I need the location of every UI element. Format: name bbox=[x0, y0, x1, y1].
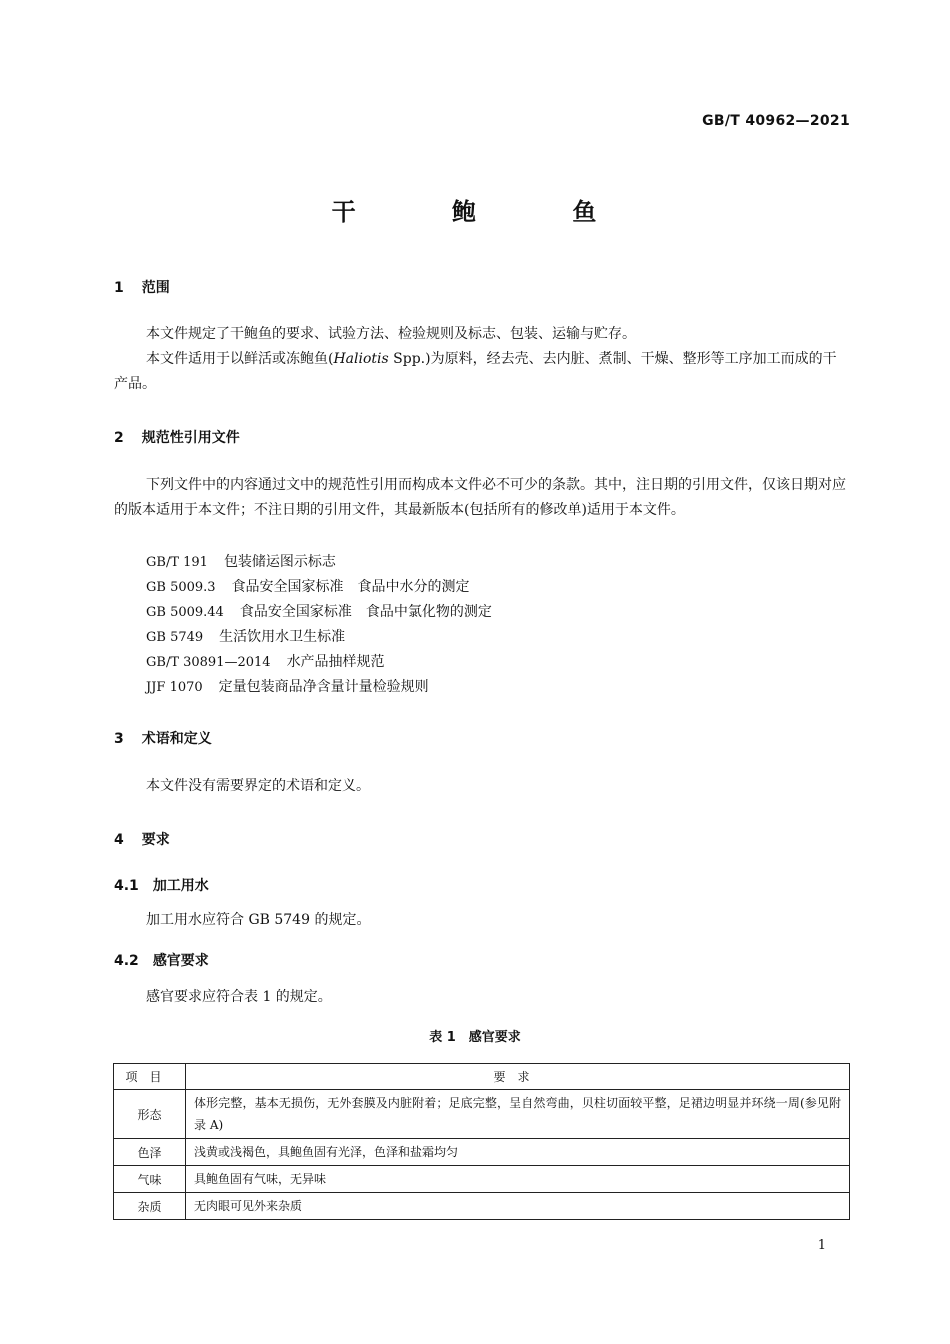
column-header-item: 项目 bbox=[114, 1064, 186, 1090]
reference-item bbox=[146, 551, 336, 571]
section-title: 加工用水 bbox=[152, 878, 209, 894]
page-number: 1 bbox=[817, 1238, 826, 1253]
table-row bbox=[114, 1090, 850, 1139]
section-4-2-heading bbox=[114, 950, 209, 970]
row-requirement: 体形完整，基本无损伤，无外套膜及内脏附着；足底完整，呈自然弯曲，贝柱切面较平整，足裙边明显并环绕一周(参见附录 A) bbox=[186, 1090, 850, 1139]
table-row bbox=[114, 1139, 850, 1166]
section-number: 4.1 bbox=[114, 878, 139, 894]
scope-paragraph-1: 本文件规定了干鲍鱼的要求、试验方法、检验规则及标志、包装、运输与贮存。 bbox=[146, 326, 636, 342]
reference-code: GB/T 30891—2014 bbox=[146, 655, 271, 670]
section-title: 要求 bbox=[141, 832, 170, 848]
processing-water-paragraph: 加工用水应符合 GB 5749 的规定。 bbox=[146, 912, 371, 928]
reference-code: GB 5009.3 bbox=[146, 580, 216, 595]
section-number: 4 bbox=[114, 832, 124, 848]
scope-text-pre: 本文件适用于以鲜活或冻鲍鱼( bbox=[146, 351, 334, 367]
table-row bbox=[114, 1166, 850, 1193]
column-header-requirement: 要求 bbox=[186, 1064, 850, 1090]
row-item: 色泽 bbox=[114, 1139, 186, 1166]
normative-references-intro: 下列文件中的内容通过文中的规范性引用而构成本文件必不可少的条款。其中，注日期的引用文件，仅该日期对应的版本适用于本文件；不注日期的引用文件，其最新版本(包括所有的修改单)适用于本文件。 bbox=[114, 477, 846, 518]
reference-name: 包装储运图示标志 bbox=[223, 554, 336, 570]
section-4-heading bbox=[114, 829, 170, 849]
section-number: 1 bbox=[114, 280, 124, 296]
row-requirement: 浅黄或浅褐色，具鲍鱼固有光泽，色泽和盐霜均匀 bbox=[186, 1139, 850, 1166]
latin-genus-name: Haliotis bbox=[333, 351, 389, 367]
reference-code: GB 5749 bbox=[146, 630, 204, 645]
scope-paragraph-2 bbox=[114, 347, 850, 397]
reference-name: 食品安全国家标准 食品中氯化物的测定 bbox=[239, 604, 492, 620]
section-title: 规范性引用文件 bbox=[141, 430, 240, 446]
section-number: 2 bbox=[114, 430, 124, 446]
row-item: 杂质 bbox=[114, 1193, 186, 1220]
reference-name: 定量包装商品净含量计量检验规则 bbox=[218, 679, 429, 695]
reference-item bbox=[146, 576, 470, 596]
sensory-requirements-table bbox=[113, 1063, 850, 1220]
reference-item bbox=[146, 676, 429, 696]
section-1-heading bbox=[114, 277, 170, 297]
row-requirement: 具鲍鱼固有气味，无异味 bbox=[186, 1166, 850, 1193]
reference-name: 食品安全国家标准 食品中水分的测定 bbox=[231, 579, 470, 595]
scope-text-post: Spp.)为原料，经去壳、去内脏、煮制、干燥、整形等工序加工而成的干产品。 bbox=[114, 351, 837, 392]
row-item: 气味 bbox=[114, 1166, 186, 1193]
terms-paragraph: 本文件没有需要界定的术语和定义。 bbox=[146, 778, 370, 794]
section-title: 范围 bbox=[141, 280, 170, 296]
section-4-1-heading bbox=[114, 875, 209, 895]
reference-code: GB/T 191 bbox=[146, 555, 208, 570]
table-row bbox=[114, 1193, 850, 1220]
section-title: 感官要求 bbox=[152, 953, 209, 969]
sensory-paragraph: 感官要求应符合表 1 的规定。 bbox=[146, 989, 332, 1005]
section-number: 3 bbox=[114, 731, 124, 747]
reference-code: JJF 1070 bbox=[146, 680, 203, 695]
section-title: 术语和定义 bbox=[141, 731, 212, 747]
reference-code: GB 5009.44 bbox=[146, 605, 224, 620]
table-header-row bbox=[114, 1064, 850, 1090]
reference-item bbox=[146, 601, 492, 621]
section-2-heading bbox=[114, 427, 240, 447]
row-item: 形态 bbox=[114, 1090, 186, 1139]
reference-item bbox=[146, 626, 345, 646]
standard-number: GB/T 40962—2021 bbox=[702, 113, 850, 129]
reference-name: 生活饮用水卫生标准 bbox=[219, 629, 346, 645]
row-requirement: 无肉眼可见外来杂质 bbox=[186, 1193, 850, 1220]
section-number: 4.2 bbox=[114, 953, 139, 969]
document-title: 干 鲍 鱼 bbox=[331, 198, 641, 226]
reference-name: 水产品抽样规范 bbox=[286, 654, 385, 670]
section-3-heading bbox=[114, 728, 212, 748]
table-1-caption: 表 1 感官要求 bbox=[429, 1030, 521, 1045]
reference-item bbox=[146, 651, 385, 671]
